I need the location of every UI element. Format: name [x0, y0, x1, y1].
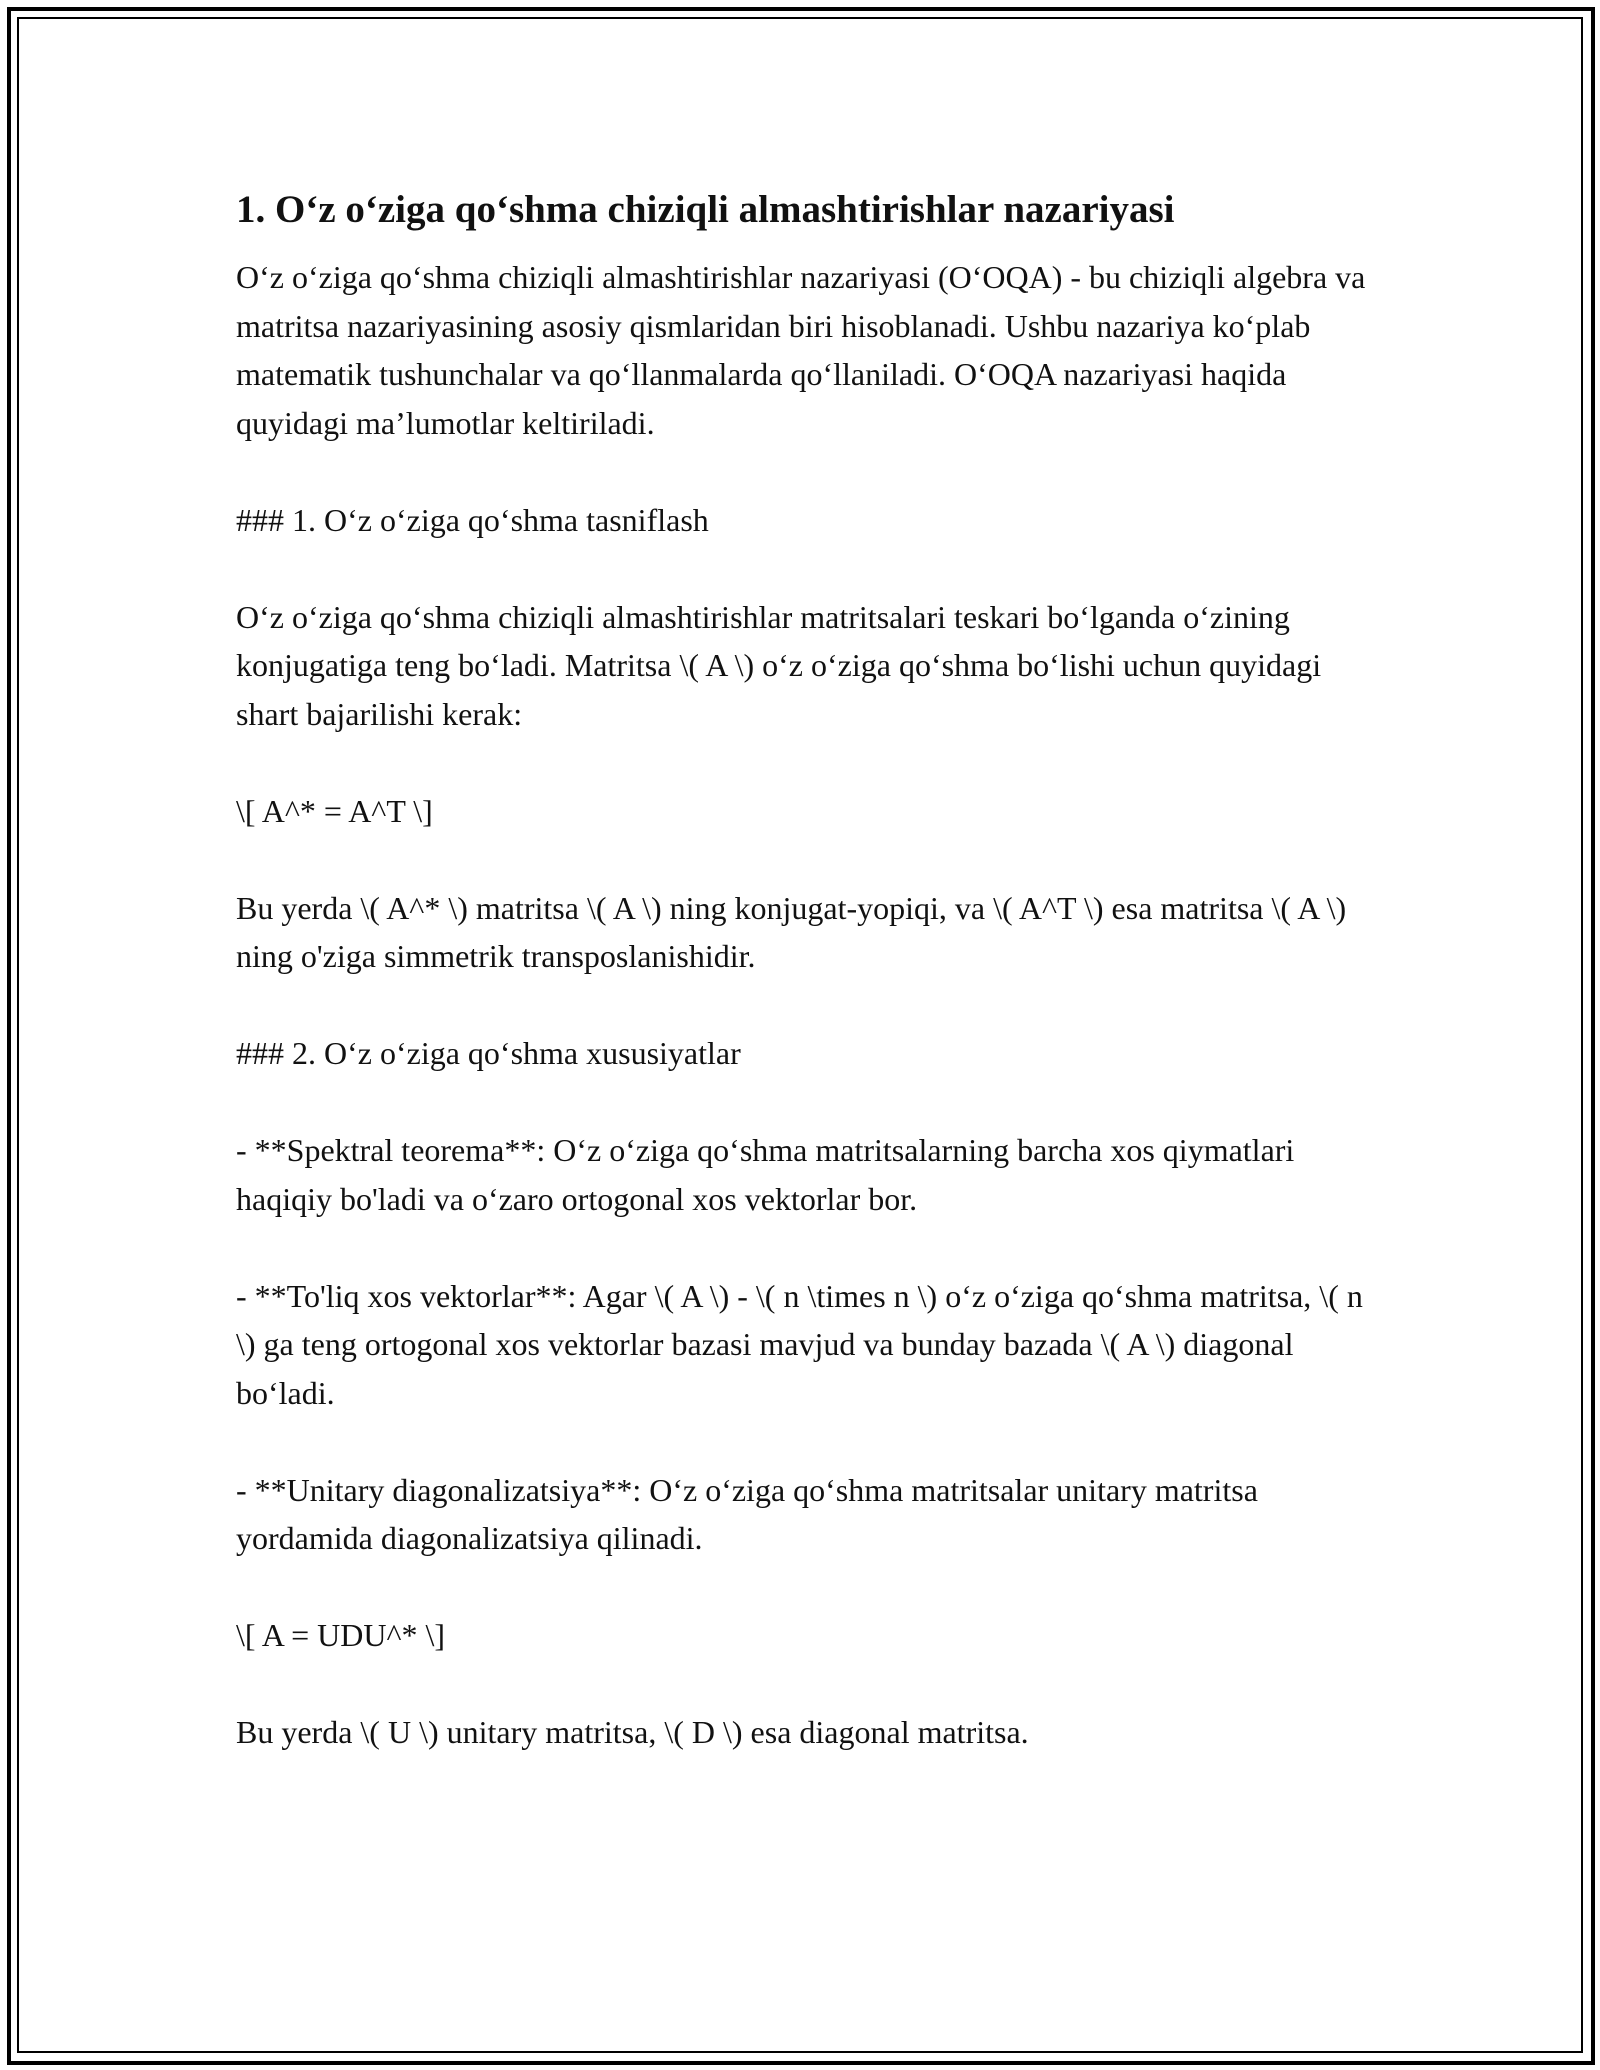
section-2-heading: ### 2. O‘z o‘ziga qo‘shma xususiyatlar	[236, 1035, 741, 1071]
list-item-eigenvectors: - **To'liq xos vektorlar**: Agar \( A \) - \( n \times n \) o‘z o‘ziga qo‘shma matritsa, \( n \) ga teng ortogonal xos vektorlar bazasi mavjud va bunday bazada \( A \) diagonal bo‘ladi.	[236, 1277, 1363, 1411]
section-1-paragraph: O‘z o‘ziga qo‘shma chiziqli almashtirishlar matritsalari teskari bo‘lganda o‘zining konjugatiga teng bo‘ladi. Matritsa \( A \) o‘z o‘ziga qo‘shma bo‘lishi uchun quyidagi shart bajarilishi kerak:	[236, 598, 1322, 732]
closing-paragraph: Bu yerda \( U \) unitary matritsa, \( D \) esa diagonal matritsa.	[236, 1714, 1029, 1750]
intro-paragraph: O‘z o‘ziga qo‘shma chiziqli almashtirishlar nazariyasi (O‘OQA) - bu chiziqli algebra va matritsa nazariyasining asosiy qismlaridan biri hisoblanadi. Ushbu nazariya ko‘plab matematik tushunchalar va qo‘llanmalarda qo‘llaniladi. O‘OQA nazariyasi haqida quyidagi ma’lumotlar keltiriladi.	[236, 259, 1366, 441]
document-title: 1. O‘z o‘ziga qo‘shma chiziqli almashtirishlar nazariyasi	[236, 188, 1175, 231]
document-body	[236, 185, 1376, 1805]
list-item-spectral-theorem: - **Spektral teorema**: O‘z o‘ziga qo‘shma matritsalarning barcha xos qiymatlari haqiqiy bo'ladi va o‘zaro ortogonal xos vektorlar bor.	[236, 1132, 1295, 1217]
formula-udu: \[ A = UDU^* \]	[236, 1617, 446, 1653]
formula-conjugate-transpose: \[ A^* = A^T \]	[236, 792, 433, 829]
formula-explanation: Bu yerda \( A^* \) matritsa \( A \) ning konjugat-yopiqi, va \( A^T \) esa matritsa \( A \) ning o'ziga simmetrik transposlanishidir.	[236, 889, 1347, 974]
section-1-heading: ### 1. O‘z o‘ziga qo‘shma tasniflash	[236, 501, 709, 538]
list-item-unitary-diagonalization: - **Unitary diagonalizatsiya**: O‘z o‘ziga qo‘shma matritsalar unitary matritsa yordamida diagonalizatsiya qilinadi.	[236, 1471, 1258, 1556]
